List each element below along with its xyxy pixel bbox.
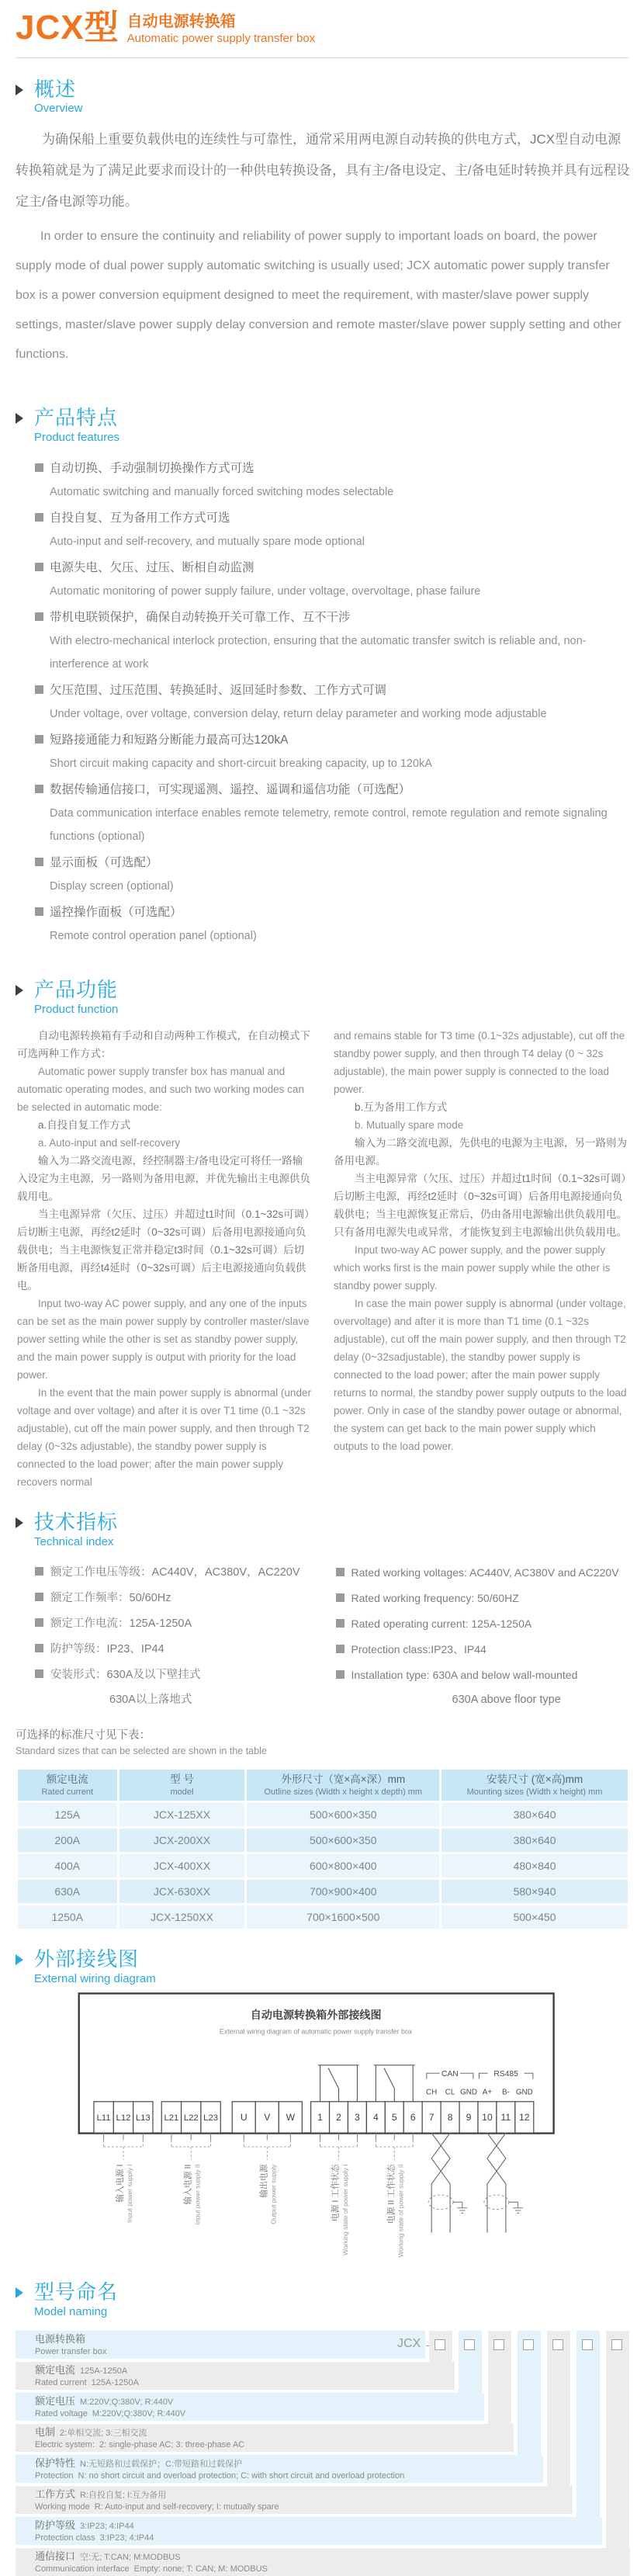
- feature-item: [35, 679, 628, 726]
- feature-item: [35, 507, 628, 553]
- function-paragraph: a.自投自复工作方式: [38, 1118, 131, 1131]
- cell-model: JCX-1250XX: [119, 1905, 245, 1929]
- svg-text:6: 6: [410, 2112, 416, 2124]
- code-box-icon: [464, 2339, 475, 2350]
- model-row: 电源转换箱 Power transfer box: [16, 2331, 425, 2359]
- wiring-diagram: [78, 1992, 559, 2276]
- spec-text: 安装形式：630A及以下壁挂式: [50, 1669, 201, 1682]
- wiring-heading-en: External wiring diagram: [34, 1971, 156, 1985]
- feature-item: [35, 606, 628, 676]
- function-column-left: [17, 1027, 323, 1491]
- cell-mounting: 480×840: [441, 1854, 628, 1877]
- pin-label: GND: [460, 2088, 477, 2097]
- feature-en: With electro-mechanical interlock protection, ensuring that the automatic transfer switch is reliable and, non-interference at work: [50, 635, 587, 671]
- feature-en: Auto-input and self-recovery, and mutually spare mode optional: [50, 536, 365, 549]
- code-strip: [606, 2331, 629, 2576]
- feature-en: Data communication interface enables remote telemetry, remote control, remote regulation and remote signaling functions (optional): [50, 807, 608, 844]
- code-box-icon: [582, 2339, 593, 2350]
- svg-text:L13: L13: [135, 2113, 151, 2124]
- model-row: 额定电压 M:220V;Q:380V; R:440V Rated voltage M:220V;Q:380V; R:440V: [16, 2393, 484, 2421]
- spec-continuation: 630A以上落地式: [109, 1694, 192, 1707]
- square-bullet-icon: [35, 785, 43, 793]
- code-box-icon: [435, 2339, 445, 2350]
- square-bullet-icon: [35, 907, 43, 916]
- svg-text:11: 11: [500, 2112, 511, 2124]
- cell-model: JCX-400XX: [119, 1854, 245, 1877]
- cell-mounting: 500×450: [441, 1905, 628, 1929]
- square-bullet-icon: [336, 1568, 345, 1576]
- cell-model: JCX-200XX: [119, 1829, 245, 1852]
- svg-text:V: V: [264, 2112, 271, 2124]
- pin-label: CL: [445, 2088, 455, 2097]
- table-row: [18, 1880, 628, 1903]
- square-bullet-icon: [336, 1593, 345, 1602]
- cell-rated-current: 125A: [18, 1803, 117, 1826]
- feature-item: [35, 729, 628, 775]
- feature-en: Remote control operation panel (optional): [50, 930, 257, 943]
- spec-text: 额定工作电流：125A-1250A: [50, 1617, 192, 1631]
- feature-zh: 显示面板（可选配）: [50, 856, 158, 870]
- col-header-outline-sizes: 外形尺寸（宽×高×深）mm Outline sizes (Width x height x depth) mm: [247, 1770, 439, 1801]
- square-bullet-icon: [35, 735, 43, 744]
- svg-text:Output power supply: Output power supply: [269, 2164, 278, 2225]
- pin-label: A+: [482, 2088, 493, 2097]
- square-bullet-icon: [35, 463, 43, 472]
- bus-label-rs485: RS485: [493, 2070, 518, 2079]
- cell-mounting: 380×640: [441, 1803, 628, 1826]
- code-box-icon: [611, 2339, 622, 2350]
- function-paragraph: Input two-way AC power supply, and the power supply which works first is the main power supply while the other is standby power supply.: [334, 1243, 611, 1291]
- standard-sizes-table: [16, 1767, 630, 1931]
- svg-text:3: 3: [355, 2112, 360, 2124]
- spec-text: Rated working voltages: AC440V, AC380V and AC220V: [351, 1566, 619, 1579]
- function-paragraph: 当主电源异常（欠压、过压）并超过t1时间（0.1~32s可调）后切断主电源，再经t2延时（0~32s可调）后备用电源接通向负载供电；当主电源恢复正常并稳定t3时间（0.1~32s可调）后切断备用电源，再经t4延时（0~32s可调）后主电源接通向负载供电。: [17, 1208, 310, 1291]
- spec-text: Rated working frequency: 50/60HZ: [351, 1592, 519, 1605]
- section-arrow-icon: [16, 1954, 23, 1965]
- cell-model: JCX-630XX: [119, 1880, 245, 1903]
- svg-text:电源 II 工作状态: 电源 II 工作状态: [386, 2164, 396, 2224]
- section-product-function: [0, 979, 644, 1490]
- table-header-row: [18, 1770, 628, 1801]
- model-heading-en: Model naming: [34, 2305, 108, 2319]
- tech-column-zh: [35, 1560, 336, 1711]
- square-bullet-icon: [336, 1619, 345, 1628]
- model-row: 电制 2:单相交流; 3:三相交流 Electric system: 2: single-phase AC; 3: three-phase AC: [16, 2424, 514, 2452]
- function-paragraph: b. Mutually spare mode: [355, 1118, 464, 1131]
- shield-icon: [428, 2195, 509, 2210]
- product-title-zh: 自动电源转换箱: [126, 13, 236, 30]
- section-arrow-icon: [16, 413, 23, 424]
- spec-text: 防护等级：IP23、IP44: [50, 1643, 164, 1656]
- function-paragraph: a. Auto-input and self-recovery: [38, 1136, 181, 1149]
- cell-mounting: 380×640: [441, 1829, 628, 1852]
- svg-text:U: U: [240, 2112, 248, 2124]
- tech-heading-en: Technical index: [34, 1534, 114, 1548]
- product-model-title: JCX型: [16, 9, 119, 47]
- model-row: 保护特性 N:无短路和过载保护；C:带短路和过载保护 Protection N: no short circuit and overload protection; C: with short circuit and overload protection: [16, 2455, 543, 2483]
- model-heading-zh: 型号命名: [34, 2280, 119, 2304]
- svg-text:5: 5: [391, 2112, 397, 2124]
- feature-en: Automatic monitoring of power supply failure, under voltage, overvoltage, phase failure: [50, 585, 481, 598]
- svg-text:7: 7: [428, 2112, 435, 2124]
- cell-outline: 600×800×400: [247, 1854, 439, 1877]
- feature-zh: 自投自复、互为备用工作方式可选: [50, 511, 230, 525]
- function-paragraph: 自动电源转换箱有手动和自动两种工作模式，在自动模式下可选两种工作方式：: [17, 1029, 310, 1059]
- model-row: 额定电流 125A-1250A Rated current 125A-1250A: [16, 2362, 455, 2390]
- square-bullet-icon: [35, 563, 43, 571]
- square-bullet-icon: [336, 1645, 345, 1653]
- square-bullet-icon: [35, 1593, 43, 1601]
- feature-zh: 数据传输通信接口，可实现遥测、遥控、遥调和遥信功能（可选配）: [50, 783, 411, 797]
- overview-heading-zh: 概述: [34, 77, 77, 101]
- svg-text:L11: L11: [96, 2113, 111, 2124]
- feature-en: Under voltage, over voltage, conversion delay, return delay parameter and working mode adjustable: [50, 708, 547, 721]
- section-wiring-diagram: [0, 1948, 644, 2276]
- square-bullet-icon: [35, 513, 43, 522]
- svg-text:L22: L22: [183, 2113, 199, 2124]
- section-arrow-icon: [16, 985, 23, 996]
- spec-text: 额定工作频率：50/60Hz: [50, 1592, 171, 1605]
- svg-text:L23: L23: [203, 2113, 218, 2124]
- cell-mounting: 580×940: [441, 1880, 628, 1903]
- ground-icon: [453, 2203, 523, 2214]
- spec-text: Protection class:IP23、IP44: [351, 1643, 486, 1656]
- pin-label: B-: [501, 2088, 510, 2097]
- function-paragraph: In the event that the main power supply is abnormal (under voltage and over voltage) and after it is over T1 time (0.1 ~32s adjustable), cut off the main power supply, and then through T2 delay (0~32s adjustable), the standby power supply is connected to the load power; after the main power supply recovers normal: [17, 1386, 311, 1488]
- section-arrow-icon: [16, 2287, 23, 2298]
- tech-column-en: [336, 1560, 637, 1711]
- feature-item: [35, 778, 628, 848]
- cell-outline: 700×900×400: [247, 1880, 439, 1903]
- cell-outline: 500×600×350: [247, 1803, 439, 1826]
- table-row: [18, 1829, 628, 1852]
- function-paragraph: and remains stable for T3 time (0.1~32s adjustable), cut off the standby power supply, and then through T4 delay (0 ~ 32s adjustable), the main power supply is connected to the load power.: [334, 1029, 625, 1095]
- svg-text:8: 8: [447, 2112, 453, 2124]
- col-header-rated-current: 额定电流 Rated current: [18, 1770, 117, 1801]
- function-heading-zh: 产品功能: [34, 978, 119, 1002]
- col-header-mounting-sizes: 安装尺寸 (宽×高)mm Mounting sizes (Width x height) mm: [441, 1770, 628, 1801]
- feature-zh: 自动切换、手动强制切换操作方式可选: [50, 462, 254, 476]
- cell-rated-current: 630A: [18, 1880, 117, 1903]
- features-heading-en: Product features: [34, 430, 120, 444]
- svg-text:12: 12: [519, 2112, 530, 2124]
- spec-continuation: 630A above floor type: [452, 1694, 561, 1707]
- svg-text:W: W: [286, 2112, 296, 2124]
- model-row: 防护等级 3:IP23; 4:IP44 Protection class 3:IP23; 4:IP44: [16, 2517, 602, 2545]
- group-labels: [115, 2164, 405, 2258]
- table-intro-zh: 可选择的标准尺寸见下表：: [16, 1729, 151, 1742]
- svg-text:L21: L21: [164, 2113, 179, 2124]
- cell-outline: 700×1600×500: [247, 1905, 439, 1929]
- function-paragraph: b.互为备用工作方式: [355, 1101, 448, 1113]
- svg-text:Input power supply I: Input power supply I: [126, 2164, 134, 2224]
- bus-label-can: CAN: [441, 2070, 459, 2079]
- feature-item: [35, 556, 628, 603]
- diagram-title-zh: 自动电源转换箱外部接线图: [250, 2009, 382, 2022]
- square-bullet-icon: [35, 612, 43, 621]
- feature-zh: 带机电联锁保护，确保自动转换开关可靠工作、互不干涉: [50, 611, 351, 625]
- svg-text:Working state of power supply: Working state of power supply I: [341, 2164, 349, 2256]
- section-arrow-icon: [16, 1517, 23, 1528]
- svg-text:2: 2: [336, 2112, 341, 2124]
- size-table-intro: [0, 1711, 644, 1758]
- model-row: 通信接口 空:无; T:CAN; M:MODBUS Communication interface Empty: none; T: CAN; M: MODBUS: [16, 2548, 630, 2576]
- code-strip: [576, 2331, 600, 2545]
- code-box-icon: [493, 2339, 504, 2350]
- svg-text:电源 I 工作状态: 电源 I 工作状态: [331, 2164, 341, 2222]
- svg-text:输入电源 II: 输入电源 II: [183, 2164, 193, 2206]
- cell-rated-current: 200A: [18, 1829, 117, 1852]
- function-heading-en: Product function: [34, 1003, 119, 1017]
- feature-zh: 短路接通能力和短路分断能力最高可达120kA: [50, 733, 289, 747]
- function-column-right: [323, 1027, 628, 1491]
- pin-label: GND: [515, 2088, 533, 2097]
- square-bullet-icon: [35, 858, 43, 866]
- spec-text: Installation type: 630A and below wall-mounted: [351, 1669, 578, 1682]
- group-brackets: [104, 2141, 414, 2160]
- feature-en: Short circuit making capacity and short-circuit breaking capacity, up to 120kA: [50, 758, 432, 771]
- section-product-features: [0, 407, 644, 948]
- square-bullet-icon: [35, 1567, 43, 1576]
- model-row: 工作方式 R:自投自复; I:互为备用 Working mode R: Auto-input and self-recovery; I: mutually spare: [16, 2486, 573, 2514]
- cell-rated-current: 1250A: [18, 1905, 117, 1929]
- code-box-icon: [552, 2339, 563, 2350]
- page-header: [0, 0, 644, 58]
- spec-text: Rated operating current: 125A-1250A: [351, 1617, 532, 1631]
- tech-heading-zh: 技术指标: [34, 1510, 119, 1534]
- pin-label: CH: [426, 2088, 438, 2097]
- feature-zh: 遥控操作面板（可选配）: [50, 906, 182, 920]
- col-header-model: 型 号 model: [119, 1770, 245, 1801]
- svg-text:Working state of power supply: Working state of power supply II: [396, 2164, 405, 2258]
- square-bullet-icon: [336, 1670, 345, 1679]
- features-heading-zh: 产品特点: [34, 405, 119, 429]
- svg-text:Input power supply II: Input power supply II: [193, 2164, 202, 2225]
- svg-text:4: 4: [372, 2112, 379, 2124]
- model-naming-ladder: [16, 2331, 630, 2576]
- cell-rated-current: 400A: [18, 1854, 117, 1877]
- section-model-naming: [0, 2281, 644, 2575]
- table-row: [18, 1803, 628, 1826]
- feature-zh: 欠压范围、过压范围、转换延时、返回延时参数、工作方式可调: [50, 684, 387, 698]
- model-code-dash: -: [426, 2338, 430, 2351]
- twisted-pair-wires: [431, 2134, 506, 2234]
- function-paragraph: 当主电源异常（欠压、过压）并超过t1时间（0.1~32s可调）后切断主电源，再经t2延时（0~32s可调）后备用电源接通向负载供电；当主电源恢复正常后，仍由备用电源输出供负载用电。只有备用电源失电或异常，才能恢复到主电源输出供负载用电。: [334, 1172, 627, 1238]
- code-box-icon: [523, 2339, 534, 2350]
- feature-item: [35, 851, 628, 898]
- spec-text: 额定工作电压等级：AC440V，AC380V，AC220V: [50, 1566, 300, 1579]
- product-title-en: Automatic power supply transfer box: [126, 32, 316, 45]
- square-bullet-icon: [35, 1618, 43, 1627]
- square-bullet-icon: [35, 1644, 43, 1652]
- feature-en: Display screen (optional): [50, 880, 174, 893]
- overview-heading-en: Overview: [34, 102, 83, 116]
- diagram-title-en: External wiring diagram of automatic power supply transfer box: [219, 2027, 413, 2036]
- feature-zh: 电源失电、欠压、过压、断相自动监测: [50, 561, 254, 575]
- square-bullet-icon: [35, 685, 43, 694]
- svg-text:输出电源: 输出电源: [259, 2164, 269, 2199]
- cell-outline: 500×600×350: [247, 1829, 439, 1852]
- svg-text:L12: L12: [116, 2113, 131, 2124]
- section-arrow-icon: [16, 85, 23, 95]
- svg-text:10: 10: [482, 2112, 493, 2124]
- cell-model: JCX-125XX: [119, 1803, 245, 1826]
- function-paragraph: 输入为二路交流电源，经控制器主/备电设定可将任一路输入设定为主电源，另一路则为备用电源，并优先输出主电源供负载用电。: [17, 1154, 310, 1202]
- square-bullet-icon: [35, 1669, 43, 1678]
- function-paragraph: Automatic power supply transfer box has manual and automatic operating modes, and such two working modes can be selected in automatic mode:: [17, 1065, 304, 1113]
- svg-text:输入电源 I: 输入电源 I: [116, 2164, 126, 2203]
- svg-text:9: 9: [466, 2112, 472, 2124]
- section-overview: [0, 78, 644, 369]
- model-code-prefix: JCX: [397, 2336, 421, 2350]
- overview-paragraph-zh: 为确保船上重要负载供电的连续性与可靠性，通常采用两电源自动转换的供电方式，JCX型自动电源转换箱就是为了满足此要求而设计的一种供电转换设备，具有主/备电设定、主/备电延时转换并具有远程设定主/备电源等功能。: [16, 131, 630, 209]
- table-row: [18, 1905, 628, 1929]
- table-row: [18, 1854, 628, 1877]
- svg-text:1: 1: [317, 2112, 323, 2124]
- overview-paragraph-en: In order to ensure the continuity and reliability of power supply to important loads on board, the power supply mode of dual power supply automatic switching is usually used; JCX automatic power supply transfer box is a power conversion equipment designed to meet the requirement, with master/slave power supply settings, master/slave power supply delay conversion and remote master/slave power supply setting and other functions.: [16, 229, 621, 361]
- feature-item: [35, 457, 628, 504]
- wiring-heading-zh: 外部接线图: [34, 1947, 140, 1971]
- table-intro-en: Standard sizes that can be selected are shown in the table: [16, 1746, 267, 1757]
- feature-en: Automatic switching and manually forced switching modes selectable: [50, 486, 394, 499]
- function-paragraph: In case the main power supply is abnormal (under voltage, overvoltage) and after it is more than T1 time (0.1 ~32s adjustable), cut off the main power supply, and then through T2 delay (0~32sadjustable), the standby power supply is connected to the load power; after the main power supply returns to normal, the standby power supply outputs to the load power. Only in case of the standby power outage or abnormal, the system can get back to the main power supply which outputs to the load power.: [334, 1297, 627, 1452]
- header-divider: [16, 57, 628, 58]
- function-paragraph: 输入为二路交流电源，先供电的电源为主电源，另一路则为备用电源。: [334, 1136, 627, 1167]
- feature-item: [35, 901, 628, 948]
- section-technical-index: [0, 1511, 644, 1711]
- function-paragraph: Input two-way AC power supply, and any one of the inputs can be set as the main power supply by controller master/slave power setting while the other is set as standby power supply, and the main power supply is output with priority for the load power.: [17, 1297, 310, 1381]
